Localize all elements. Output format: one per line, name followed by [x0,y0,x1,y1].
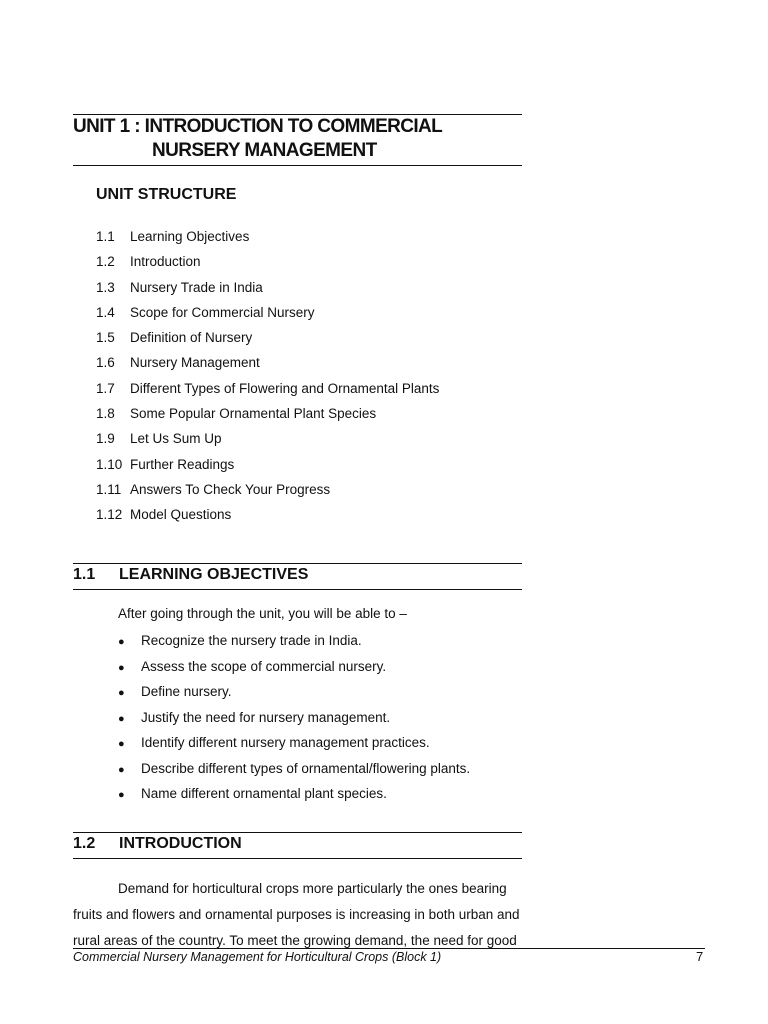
bullet-icon: ● [118,789,125,801]
section-title: LEARNING OBJECTIVES [119,566,309,583]
toc-item-label: Some Popular Ornamental Plant Species [130,406,377,422]
toc-item [96,328,439,353]
toc-item-number: 1.5 [96,330,115,346]
toc-item [96,429,439,454]
toc-item-number: 1.1 [96,229,115,244]
paragraph-line: rural areas of the country. To meet the growing demand, the need for good [73,933,517,948]
section-1-1-top-rule [73,563,522,564]
objective-text: Define nursery. [141,684,232,699]
toc-item [96,278,439,303]
section-1-2-top-rule [73,832,522,833]
bullet-icon: ● [118,763,125,776]
bullet-icon: ● [118,738,125,750]
section-1-1-heading [73,566,308,584]
objectives-list [118,631,470,810]
objective-item [118,784,470,810]
objective-text: Identify different nursery management practices. [141,735,430,750]
footer-course-title: Commercial Nursery Management for Horticultural Crops (Block 1) [73,950,442,964]
objective-text: Name different ornamental plant species. [141,786,387,801]
objective-text: Recognize the nursery trade in India. [141,633,362,648]
title-bottom-rule [73,165,522,166]
paragraph-line: Demand for horticultural crops more particularly the ones bearing [118,881,507,896]
objective-text: Assess the scope of commercial nursery. [141,658,387,674]
toc-item [96,303,439,328]
unit-title [73,115,442,163]
toc-item-number: 1.4 [96,304,115,320]
bullet-icon: ● [118,661,125,674]
paragraph-line: fruits and flowers and ornamental purposes is increasing in both urban and [73,907,520,922]
toc-item [96,379,439,404]
toc-item-number: 1.6 [96,355,115,371]
toc-item [96,252,439,277]
unit-structure-list [96,227,439,531]
unit-title-line-1: UNIT 1 : INTRODUCTION TO COMMERCIAL [73,116,443,137]
toc-item [96,404,439,429]
objectives-intro: After going through the unit, you will be able to – [118,606,407,621]
toc-item-label: Introduction [130,254,201,270]
bullet-icon: ● [118,687,125,699]
toc-item [96,505,439,530]
section-1-2-heading [73,835,242,853]
toc-item-label: Different Types of Flowering and Ornamental Plants [130,380,440,396]
toc-item-number: 1.8 [96,406,115,422]
objective-text: Justify the need for nursery management. [141,709,391,725]
toc-item-label: Further Readings [130,456,235,472]
footer-rule [73,948,705,949]
toc-item [96,353,439,378]
toc-item-number: 1.12 [96,507,123,523]
toc-item-number: 1.10 [96,456,123,472]
bullet-icon: ● [118,712,125,725]
toc-item-number: 1.3 [96,279,115,295]
objective-item [118,682,470,708]
section-1-1-bottom-rule [73,589,522,590]
objective-item [118,708,470,734]
objective-item [118,657,470,683]
toc-item-label: Model Questions [130,507,232,523]
toc-item [96,480,439,505]
bullet-icon: ● [118,636,125,648]
unit-structure-heading: UNIT STRUCTURE [96,186,237,203]
toc-item-label: Learning Objectives [130,229,250,244]
unit-title-line-2: NURSERY MANAGEMENT [152,140,377,161]
toc-item-number: 1.7 [96,380,115,396]
introduction-paragraph [73,876,522,954]
toc-item [96,227,439,252]
page-number: 7 [696,949,704,964]
toc-item-label: Let Us Sum Up [130,431,222,447]
section-1-2-bottom-rule [73,858,522,859]
toc-item-label: Scope for Commercial Nursery [130,304,315,320]
toc-item-number: 1.2 [96,254,115,270]
toc-item-label: Nursery Trade in India [130,279,263,295]
toc-item-number: 1.11 [96,481,122,497]
toc-item-label: Nursery Management [130,355,260,371]
section-title: INTRODUCTION [119,835,242,852]
toc-item-label: Definition of Nursery [130,330,253,346]
toc-item-number: 1.9 [96,431,115,447]
section-number: 1.2 [73,835,96,852]
objective-text: Describe different types of ornamental/flowering plants. [141,760,471,776]
toc-item [96,455,439,480]
section-number: 1.1 [73,566,96,583]
objective-item [118,631,470,657]
objective-item [118,759,470,785]
toc-item-label: Answers To Check Your Progress [130,481,331,497]
objective-item [118,733,470,759]
